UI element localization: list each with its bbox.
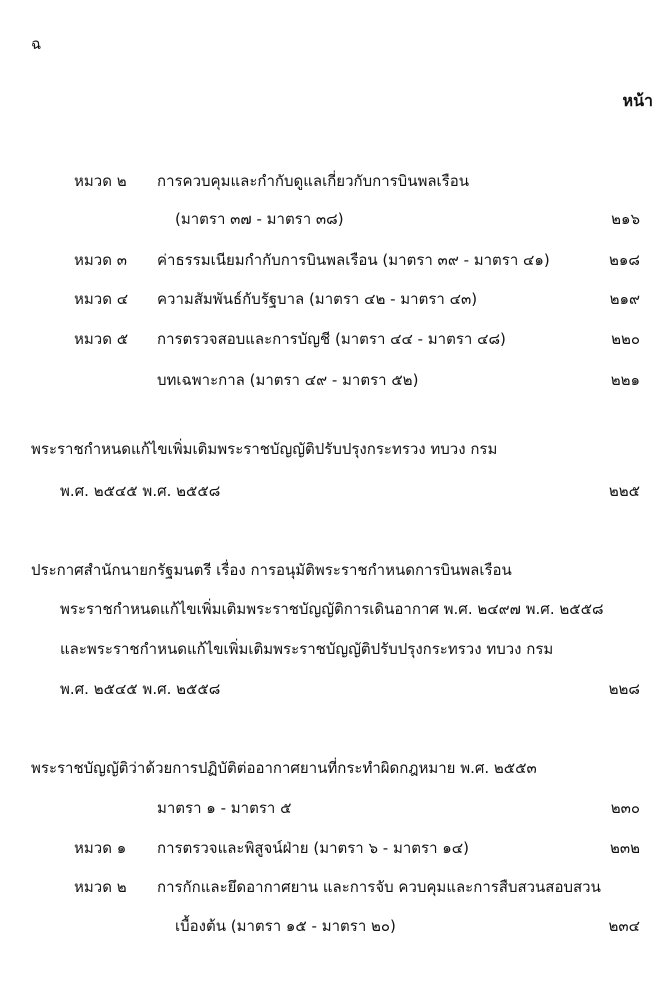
chapter-label: หมวด ๒ <box>74 172 127 190</box>
chapter-label: หมวด ๔ <box>74 290 129 308</box>
page-number: ๒๒๘ <box>608 680 640 698</box>
chapter-title-continued: (มาตรา ๓๗ - มาตรา ๓๘) <box>175 210 344 228</box>
section-title-continued: พ.ศ. ๒๕๔๕ พ.ศ. ๒๕๕๘ <box>60 482 221 500</box>
chapter-title: การควบคุมและกำกับดูแลเกี่ยวกับการบินพลเรือน <box>157 172 469 190</box>
page-column-header: หน้า <box>622 91 653 110</box>
section-title-continued: พ.ศ. ๒๕๔๕ พ.ศ. ๒๕๕๘ <box>60 680 221 698</box>
section-title: ประกาศสำนักนายกรัฐมนตรี เรื่อง การอนุมัติพระราชกำหนดการบินพลเรือน <box>31 561 512 579</box>
chapter-title: การตรวจและพิสูจน์ฝ่าย (มาตรา ๖ - มาตรา ๑๔) <box>157 839 469 857</box>
page-number: ๒๒๐ <box>611 330 640 348</box>
chapter-title: การตรวจสอบและการบัญชี (มาตรา ๔๔ - มาตรา ๔๘) <box>157 330 506 348</box>
section-title-continued: และพระราชกำหนดแก้ไขเพิ่มเติมพระราชบัญญัติปรับปรุงกระทรวง ทบวง กรม <box>60 640 554 658</box>
page-number: ๒๓๔ <box>608 917 640 935</box>
section-title: พระราชกำหนดแก้ไขเพิ่มเติมพระราชบัญญัติปรับปรุงกระทรวง ทบวง กรม <box>31 440 498 458</box>
chapter-label: หมวด ๒ <box>74 878 127 896</box>
chapter-label: หมวด ๓ <box>74 251 127 269</box>
page-number: ๒๑๙ <box>609 290 640 308</box>
section-title-continued: พระราชกำหนดแก้ไขเพิ่มเติมพระราชบัญญัติการเดินอากาศ พ.ศ. ๒๔๙๗ พ.ศ. ๒๕๕๘ <box>60 600 604 618</box>
section-title: พระราชบัญญัติว่าด้วยการปฏิบัติต่ออากาศยานที่กระทำผิดกฎหมาย พ.ศ. ๒๕๕๓ <box>31 759 537 777</box>
chapter-title: มาตรา ๑ - มาตรา ๕ <box>157 799 292 817</box>
chapter-title: บทเฉพาะกาล (มาตรา ๔๙ - มาตรา ๕๒) <box>157 371 419 389</box>
page-number: ๒๑๘ <box>609 251 640 269</box>
chapter-title: ความสัมพันธ์กับรัฐบาล (มาตรา ๔๒ - มาตรา ๔๓) <box>157 290 478 308</box>
chapter-title: ค่าธรรมเนียมกำกับการบินพลเรือน (มาตรา ๓๙ - มาตรา ๔๑) <box>157 251 550 269</box>
page-number: ๒๒๕ <box>608 482 640 500</box>
chapter-label: หมวด ๕ <box>74 330 129 348</box>
page-number: ๒๑๖ <box>611 210 640 228</box>
chapter-label: หมวด ๑ <box>74 839 127 857</box>
chapter-title-continued: เบื้องต้น (มาตรา ๑๕ - มาตรา ๒๐) <box>175 917 396 935</box>
page-number: ๒๓๒ <box>609 839 640 857</box>
page-number: ๒๓๐ <box>610 799 640 817</box>
chapter-title: การกักและยึดอากาศยาน และการจับ ควบคุมและการสืบสวนสอบสวน <box>157 878 601 896</box>
page-letter: ฉ <box>31 35 42 53</box>
page-number: ๒๒๑ <box>610 371 640 389</box>
